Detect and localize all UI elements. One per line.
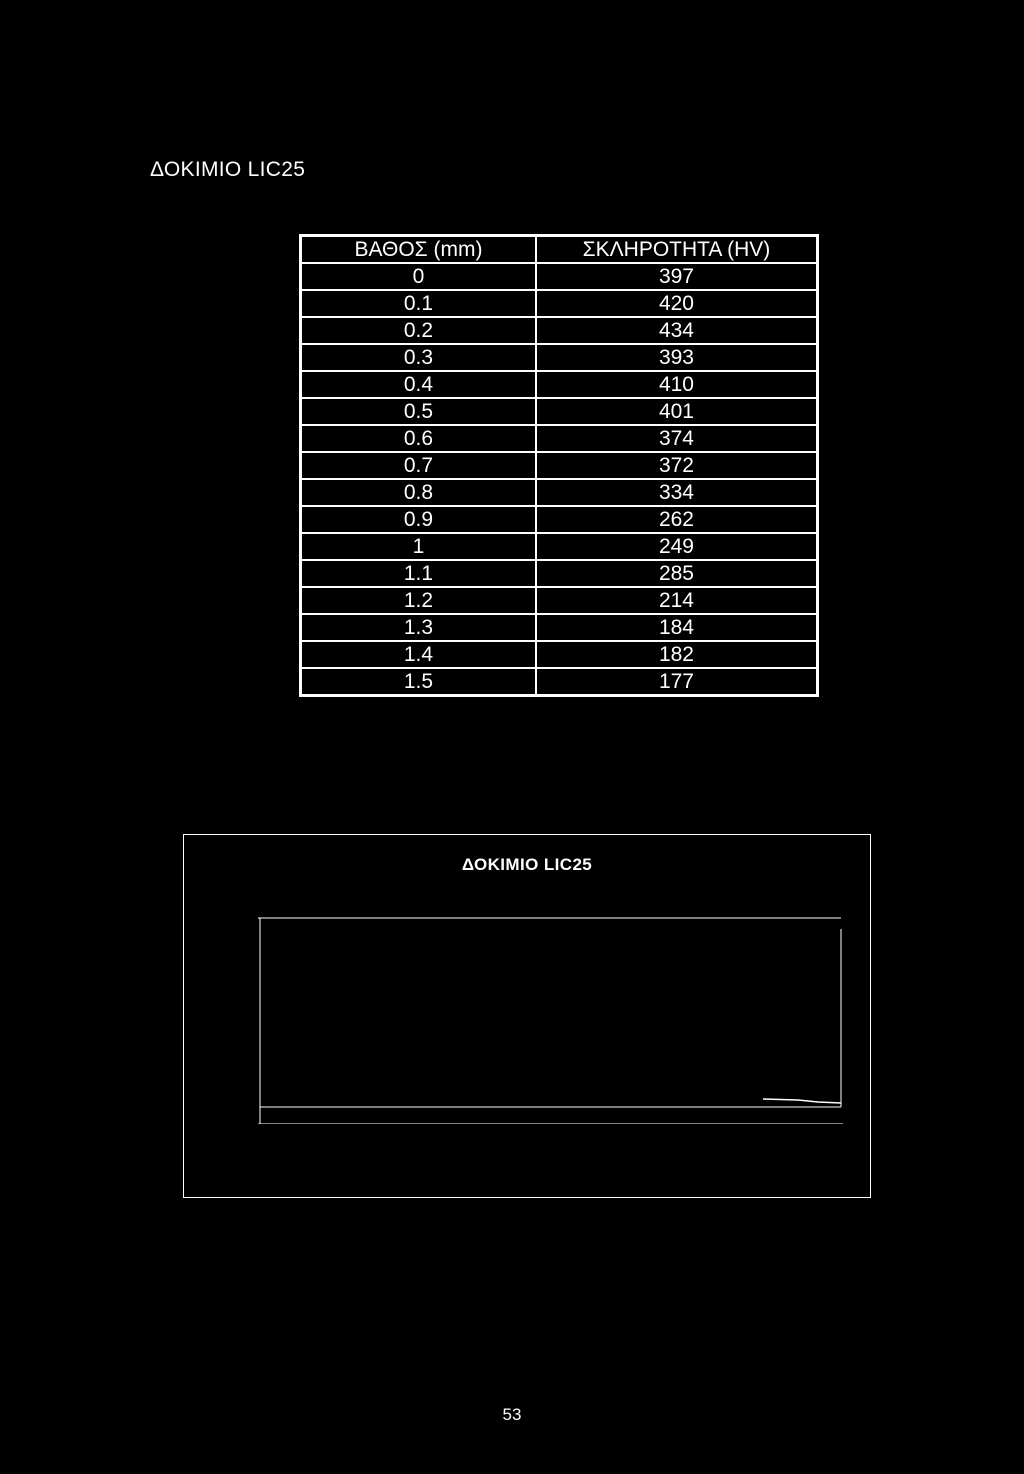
hardness-cell: 334 (536, 479, 818, 506)
hardness-table (299, 234, 819, 697)
depth-cell: 1.5 (301, 668, 536, 696)
series-line-hardness (763, 1099, 841, 1103)
hardness-cell: 177 (536, 668, 818, 696)
table-row (301, 560, 818, 587)
table-row (301, 263, 818, 290)
depth-cell: 1 (301, 533, 536, 560)
depth-cell: 0.8 (301, 479, 536, 506)
depth-cell: 0 (301, 263, 536, 290)
depth-cell: 0.2 (301, 317, 536, 344)
depth-cell: 0.3 (301, 344, 536, 371)
depth-cell: 0.7 (301, 452, 536, 479)
depth-cell: 0.5 (301, 398, 536, 425)
table-body (301, 263, 818, 696)
table-row (301, 371, 818, 398)
table-row (301, 344, 818, 371)
hardness-cell: 285 (536, 560, 818, 587)
table-row (301, 668, 818, 696)
depth-column-header: ΒΑΘΟΣ (mm) (301, 236, 536, 264)
hardness-cell: 182 (536, 641, 818, 668)
hardness-cell: 249 (536, 533, 818, 560)
hardness-cell: 374 (536, 425, 818, 452)
table-row (301, 317, 818, 344)
depth-cell: 1.1 (301, 560, 536, 587)
depth-cell: 0.6 (301, 425, 536, 452)
hardness-cell: 262 (536, 506, 818, 533)
chart-plot-area (258, 917, 843, 1124)
page-title: ΔΟΚΙΜΙΟ LIC25 (150, 158, 306, 181)
depth-cell: 1.4 (301, 641, 536, 668)
hardness-cell: 397 (536, 263, 818, 290)
depth-cell: 1.2 (301, 587, 536, 614)
depth-cell: 1.3 (301, 614, 536, 641)
table-row (301, 398, 818, 425)
table-row (301, 479, 818, 506)
hardness-cell: 420 (536, 290, 818, 317)
table-header-row (301, 236, 818, 264)
table-row (301, 614, 818, 641)
hardness-cell: 401 (536, 398, 818, 425)
depth-cell: 0.4 (301, 371, 536, 398)
table-row (301, 533, 818, 560)
table-row (301, 290, 818, 317)
hardness-cell: 372 (536, 452, 818, 479)
hardness-cell: 184 (536, 614, 818, 641)
hardness-column-header: ΣΚΛΗΡΟΤΗΤΑ (HV) (536, 236, 818, 264)
table-row (301, 641, 818, 668)
page-number: 53 (502, 1405, 522, 1424)
hardness-cell: 393 (536, 344, 818, 371)
table-row (301, 425, 818, 452)
chart-title: ΔΟΚΙΜΙΟ LIC25 (461, 855, 593, 874)
table-row (301, 587, 818, 614)
hardness-cell: 410 (536, 371, 818, 398)
hardness-cell: 214 (536, 587, 818, 614)
depth-cell: 0.9 (301, 506, 536, 533)
hardness-cell: 434 (536, 317, 818, 344)
table-row (301, 506, 818, 533)
depth-cell: 0.1 (301, 290, 536, 317)
table-row (301, 452, 818, 479)
